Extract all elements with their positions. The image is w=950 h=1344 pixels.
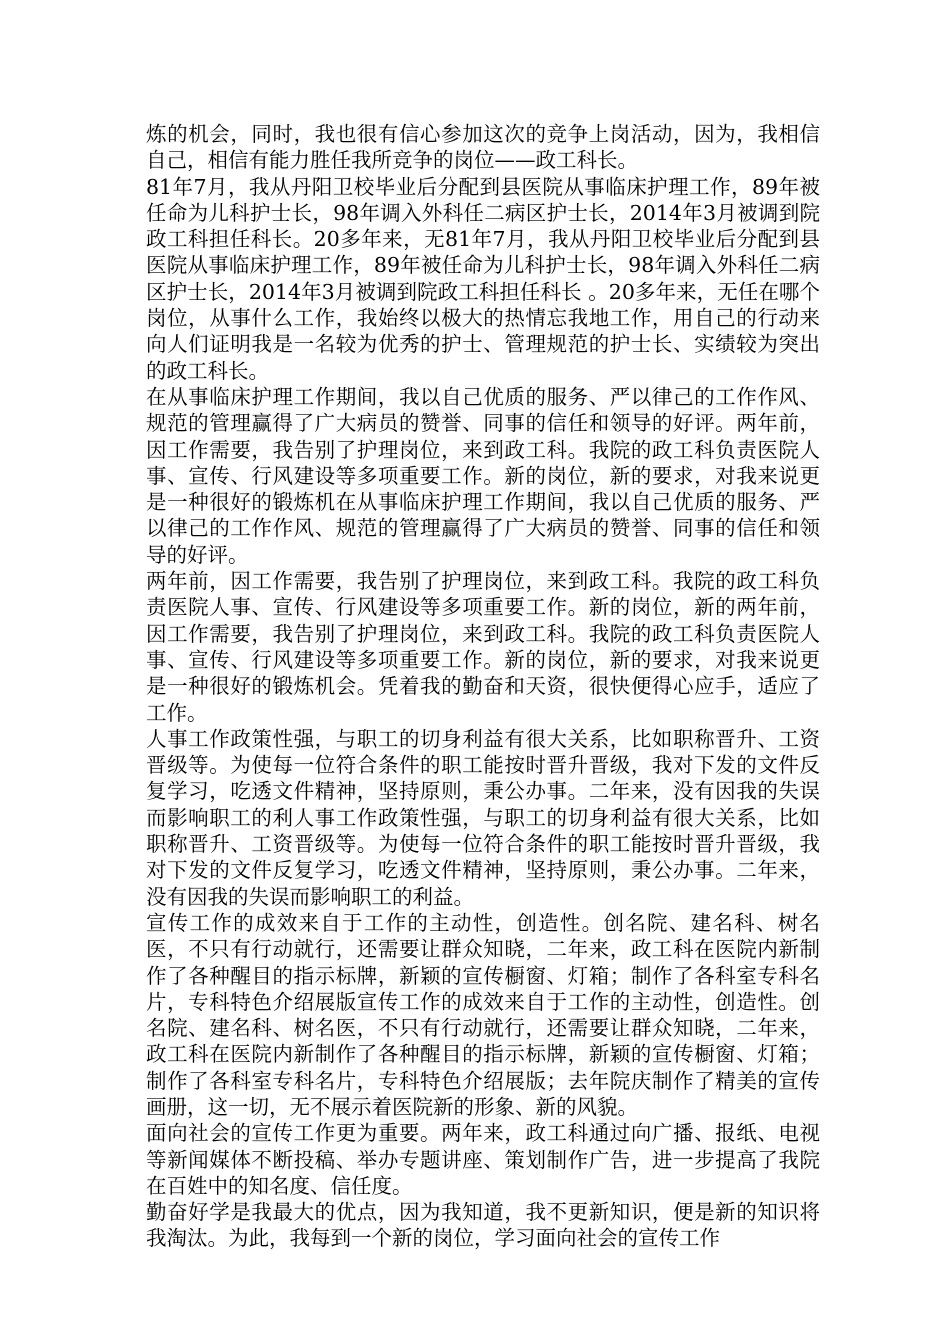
paragraph-6: 宣传工作的成效来自于工作的主动性，创造性。创名院、建名科、树名医，不只有行动就行，还需要让群众知晓，二年来，政工科在医院内新制作了各种醒目的指示标牌，新颖的宣传橱窗、灯箱；制作了各科室专科名片，专科特色介绍展版宣传工作的成效来自于工作的主动性，创造性。创名院、建名科、树名医，不只有行动就行，还需要让群众知晓，二年来，政工科在医院内新制作了各种醒目的指示标牌，新颖的宣传橱窗、灯箱；制作了各科室专科名片，专科特色介绍展版；去年院庆制作了精美的宣传画册，这一切，无不展示着医院新的形象、新的风貌。 xyxy=(146,910,820,1119)
paragraph-5: 人事工作政策性强，与职工的切身利益有很大关系，比如职称晋升、工资晋级等。为使每一位符合条件的职工能按时晋升晋级，我对下发的文件反复学习，吃透文件精神，坚持原则，秉公办事。二年来，没有因我的失误而影响职工的利人事工作政策性强，与职工的切身利益有很大关系，比如职称晋升、工资晋级等。为使每一位符合条件的职工能按时晋升晋级，我对下发的文件反复学习，吃透文件精神，坚持原则，秉公办事。二年来，没有因我的失误而影响职工的利益。 xyxy=(146,726,820,909)
paragraph-8: 勤奋好学是我最大的优点，因为我知道，我不更新知识，便是新的知识将我淘汰。为此，我每到一个新的岗位，学习面向社会的宣传工作 xyxy=(146,1200,820,1251)
document-body xyxy=(146,121,820,1252)
paragraph-2: 81年7月，我从丹阳卫校毕业后分配到县医院从事临床护理工作，89年被任命为儿科护士长，98年调入外科任二病区护士长，2014年3月被调到院政工科担任科长。20多年来，无81年7月，我从丹阳卫校毕业后分配到县医院从事临床护理工作，89年被任命为儿科护士长，98年调入外科任二病区护士长，2014年3月被调到院政工科担任科长 。20多年来，无任在哪个岗位，从事什么工作，我始终以极大的热情忘我地工作，用自己的行动来向人们证明我是一名较为优秀的护士、管理规范的护士长、实绩较为突出的政工科长。 xyxy=(146,174,820,383)
paragraph-7: 面向社会的宣传工作更为重要。两年来，政工科通过向广播、报纸、电视等新闻媒体不断投稿、举办专题讲座、策划制作广告，进一步提高了我院在百姓中的知名度、信任度。 xyxy=(146,1121,820,1198)
paragraph-1: 炼的机会，同时，我也很有信心参加这次的竞争上岗活动，因为，我相信自己，相信有能力胜任我所竞争的岗位——政工科长。 xyxy=(146,122,820,173)
paragraph-4: 两年前，因工作需要，我告别了护理岗位，来到政工科。我院的政工科负责医院人事、宣传、行风建设等多项重要工作。新的岗位，新的两年前，因工作需要，我告别了护理岗位，来到政工科。我院的政工科负责医院人事、宣传、行风建设等多项重要工作。新的岗位，新的要求，对我来说更是一种很好的锻炼机会。凭着我的勤奋和天资，很快便得心应手，适应了工作。 xyxy=(146,569,820,725)
paragraph-3: 在从事临床护理工作期间，我以自己优质的服务、严以律己的工作作风、规范的管理赢得了广大病员的赞誉、同事的信任和领导的好评。两年前，因工作需要，我告别了护理岗位，来到政工科。我院的政工科负责医院人事、宣传、行风建设等多项重要工作。新的岗位，新的要求，对我来说更是一种很好的锻炼机在从事临床护理工作期间，我以自己优质的服务、严以律己的工作作风、规范的管理赢得了广大病员的赞誉、同事的信任和领导的好评。 xyxy=(146,384,820,567)
